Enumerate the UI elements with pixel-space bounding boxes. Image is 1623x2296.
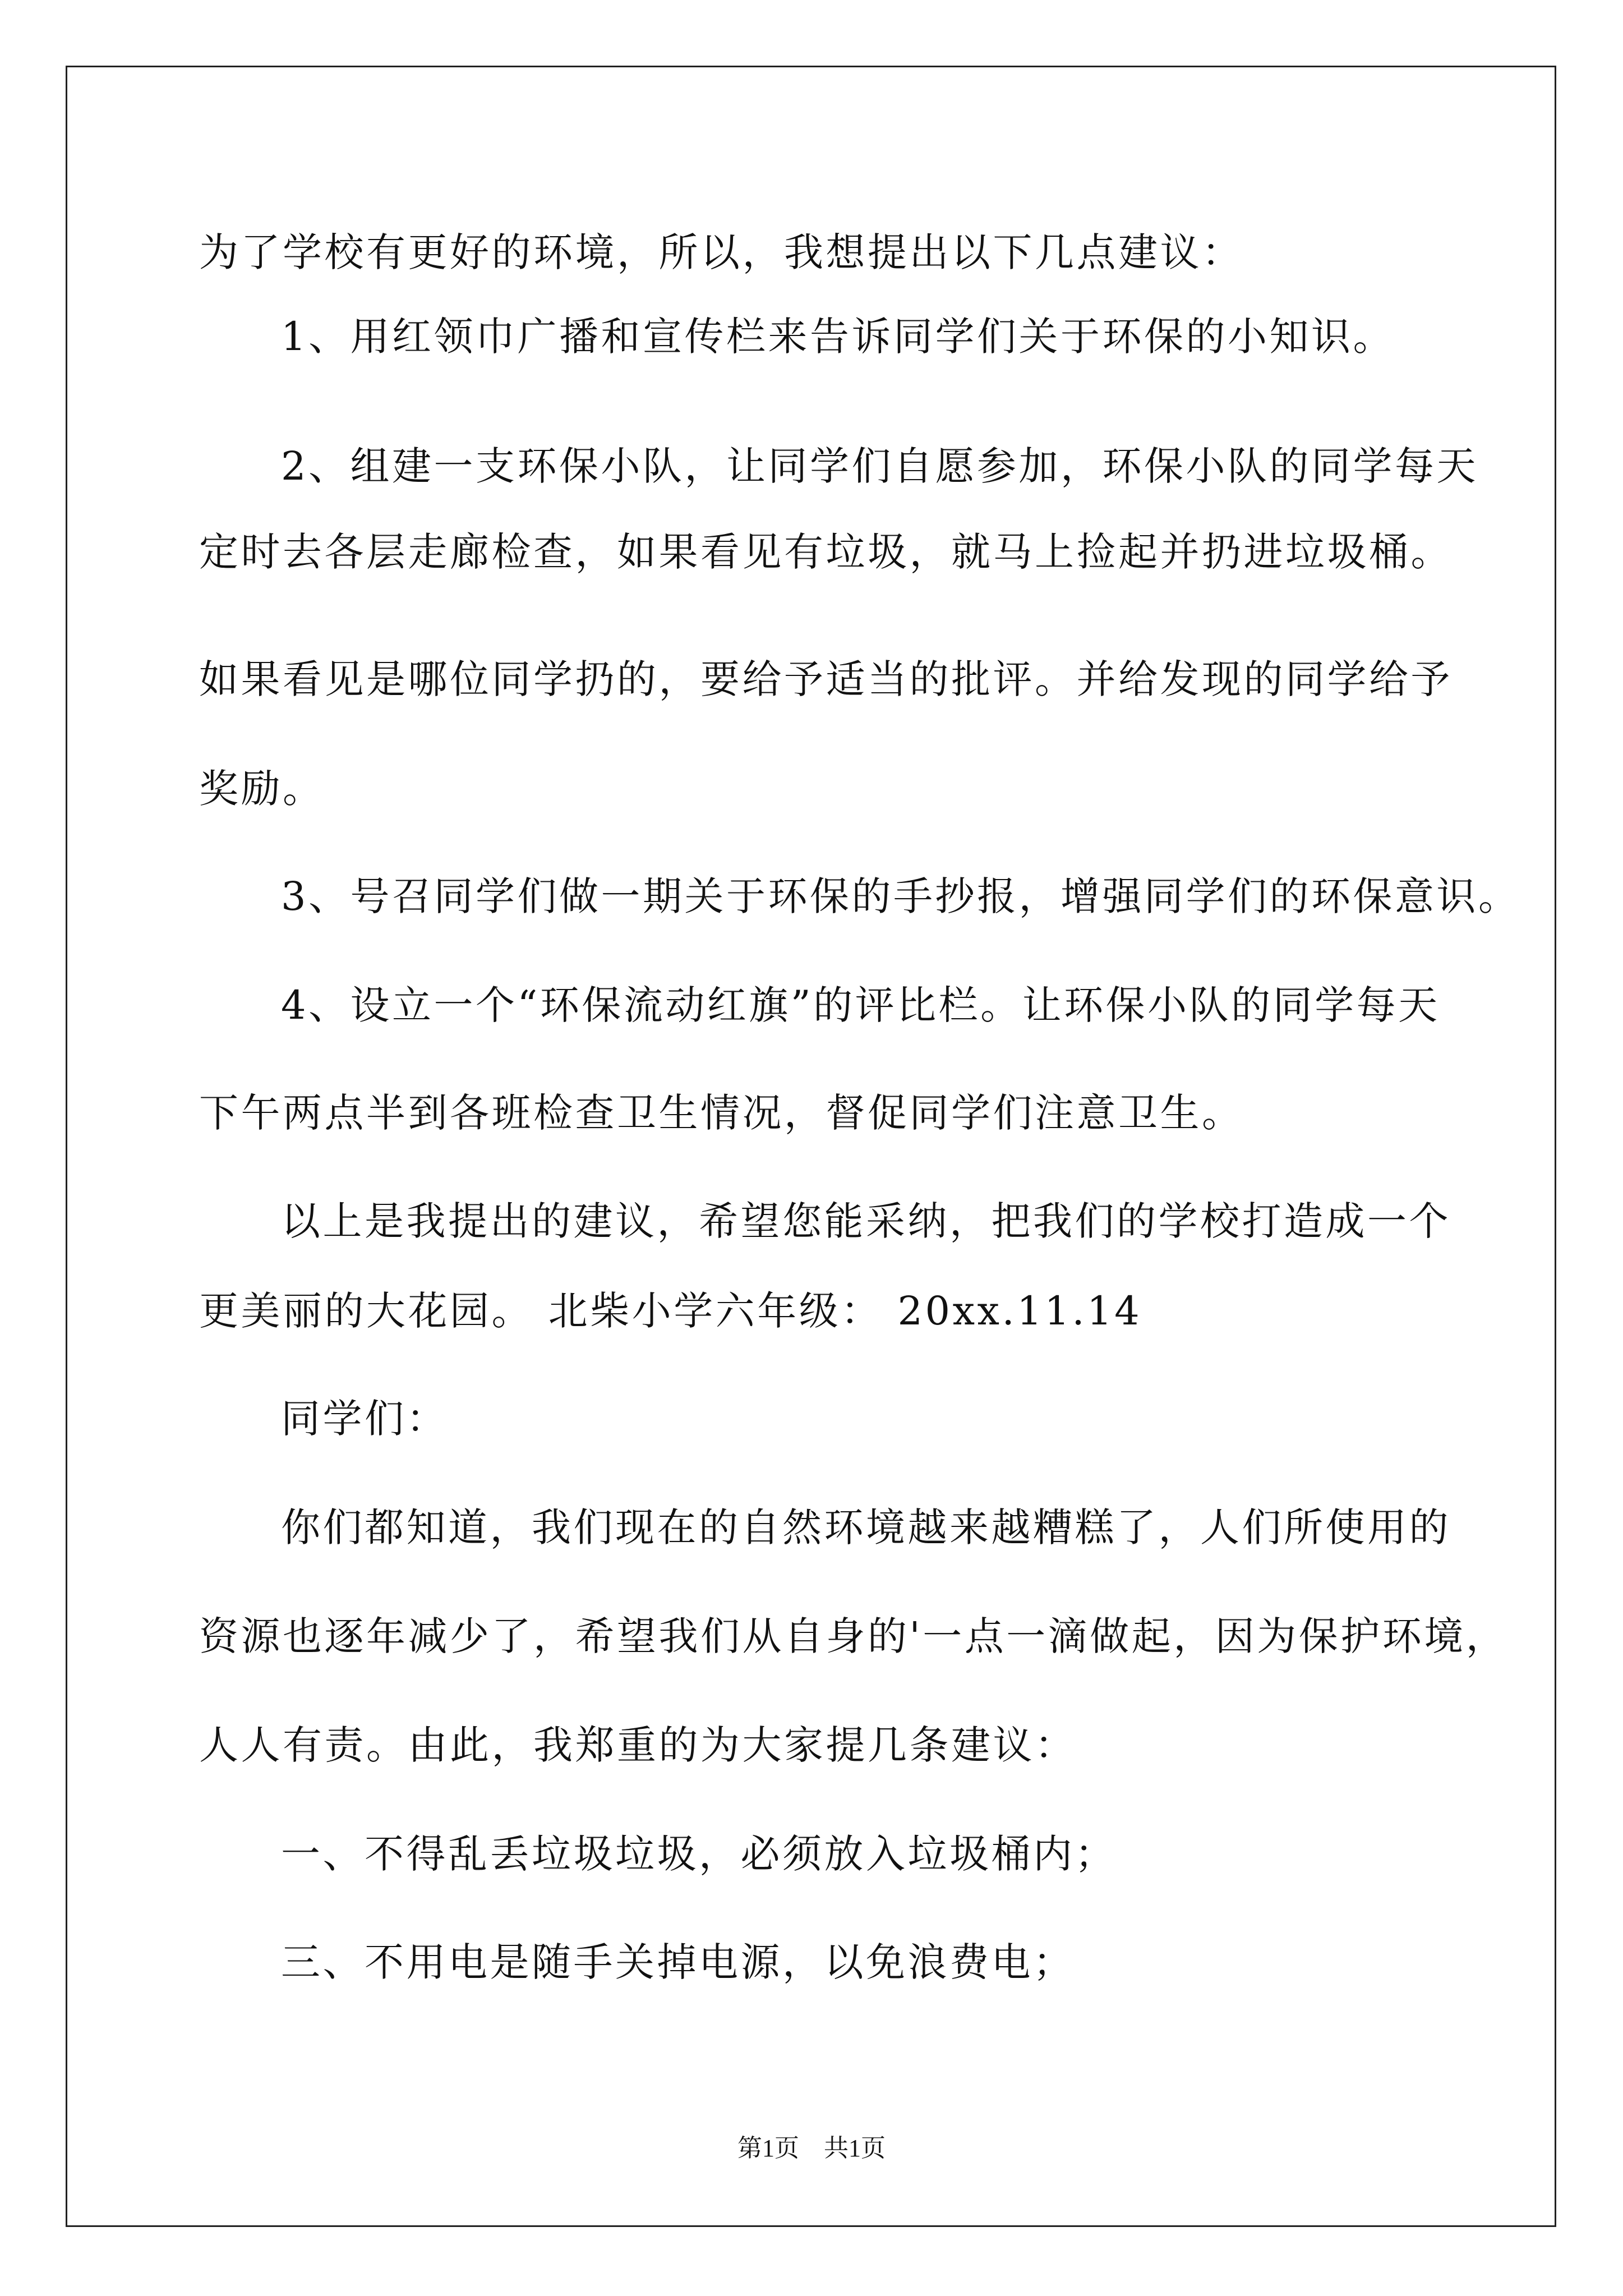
text-line: 三、不用电是随手关掉电源，以免浪费电； — [281, 1939, 1075, 1985]
text-line: 1、用红领巾广播和宣传栏来告诉同学们关于环保的小知识。 — [281, 314, 1395, 360]
text-line: 人人有责。由此，我郑重的为大家提几条建议： — [199, 1722, 1077, 1768]
text-line: 3、号召同学们做一期关于环保的手抄报，增强同学们的环保意识。 — [281, 873, 1520, 919]
text-line: 4、设立一个“环保流动红旗”的评比栏。让环保小队的同学每天 — [281, 982, 1440, 1028]
text-line: 一、不得乱丢垃圾垃圾，必须放入垃圾桶内； — [281, 1831, 1117, 1877]
text-line: 同学们： — [281, 1396, 448, 1442]
text-line: 2、组建一支环保小队，让同学们自愿参加，环保小队的同学每天 — [281, 443, 1479, 489]
text-line: 定时去各层走廊检查，如果看见有垃圾，就马上捡起并扔进垃圾桶。 — [199, 529, 1453, 575]
text-line: 为了学校有更好的环境，所以，我想提出以下几点建议： — [199, 229, 1244, 275]
text-line: 你们都知道，我们现在的自然环境越来越糟糕了，人们所使用的 — [281, 1504, 1451, 1550]
text-line: 更美丽的大花园。 北柴小学六年级： 20xx.11.14 — [199, 1288, 1142, 1334]
text-line: 下午两点半到各班检查卫生情况，督促同学们注意卫生。 — [199, 1090, 1244, 1136]
page-footer: 第1页 共1页 — [737, 2134, 886, 2162]
page-border — [66, 66, 1556, 2227]
text-line: 如果看见是哪位同学扔的，要给予适当的批评。并给发现的同学给予 — [199, 656, 1453, 702]
text-line: 资源也逐年减少了，希望我们从自身的'一点一滴做起，因为保护环境， — [199, 1613, 1508, 1659]
text-line: 以上是我提出的建议，希望您能采纳，把我们的学校打造成一个 — [281, 1198, 1451, 1244]
text-line: 奖励。 — [199, 766, 325, 812]
